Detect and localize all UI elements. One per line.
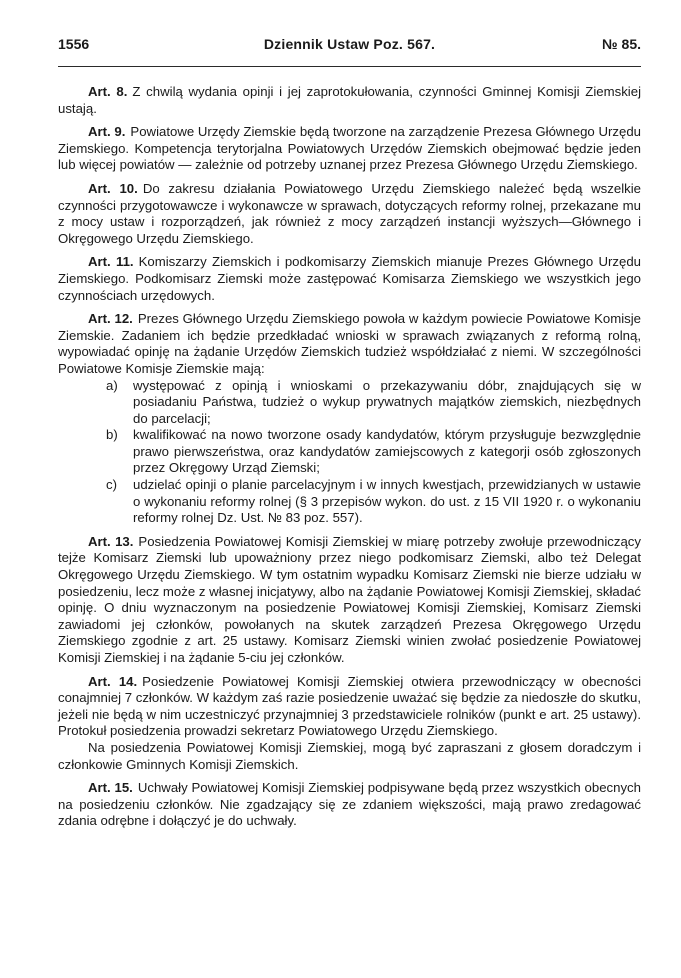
- list-item-label: c): [106, 477, 117, 493]
- article-label: Art. 12.: [88, 311, 133, 327]
- issue-number: № 85.: [602, 36, 641, 52]
- header-rule: [58, 66, 641, 67]
- article-text: Posiedzenie Powiatowej Komisji Ziemskiej otwiera przewodniczący w obecności conajmniej 7 członków. W każdym zaś razie posiedzenie uważać się będzie za niedoszłe do skutku, jeżeli nie będą w nim uczestniczyć przynajmniej 3 przedstawiciele rolników (punkt e art. 25 ustawy). Protokuł posiedzenia prowadzi sekretarz Powiatowego Urzędu Ziemskiego.: [58, 673, 641, 739]
- page-header: [58, 36, 641, 58]
- article-label: Art. 13.: [88, 533, 134, 549]
- article-text: Posiedzenia Powiatowej Komisji Ziemskiej w miarę potrzeby zwołuje przewodniczący tejże Komisarz Ziemski lub upoważniony przez niego podkomisarz Ziemski, albo też Delegat Okręgowego Urzędu Ziemskiego. W tym ostatnim wypadku Komisarz Ziemski nie bierze udziału w posiedzeniu, lecz może z własnej inicjatywy, albo na żądanie Powiatowej Komisji Ziemskiej, składać opinję. O dniu wyznaczonym na posiedzenie Powiatowej Komisji Ziemskiej, Komisarz Ziemski zawiadomi jej członków, powołanych na skutek zarządzeń Prezesa Okręgowego Urzędu Ziemskiego zgodnie z art. 25 ustawy. Komisarz Ziemski winien zwołać posiedzenie Powiatowej Komisji Ziemskiej i na żądanie 5-ciu jej członków.: [58, 533, 641, 665]
- journal-title: Dziennik Ustaw Poz. 567.: [263, 36, 436, 52]
- article-label: Art. 11.: [88, 254, 134, 270]
- article-text: Do zakresu działania Powiatowego Urzędu Ziemskiego należeć będą wszelkie czynności przygotowawcze i wykonawcze w sprawach, dotyczących reformy rolnej, przekazane mu z mocy ustaw i rozporządzeń, jak również z mocy zarządzeń instancji wyższych—Głównego i Okręgowego Urzędu Ziemskiego.: [58, 180, 641, 246]
- article-15: [58, 780, 641, 830]
- list-item-label: a): [106, 377, 118, 393]
- article-8: [58, 84, 641, 117]
- article-14: [58, 674, 641, 774]
- article-text: Uchwały Powiatowej Komisji Ziemskiej podpisywane będą przez wszystkich obecnych na posiedzeniu członków. Nie zgadzający się ze zdaniem większości, mają prawo zredagować zdania odrębne i dołączyć je do uchwały.: [58, 780, 641, 829]
- article-12-list: [58, 378, 641, 527]
- list-item-b: [106, 427, 641, 477]
- article-label: Art. 9.: [88, 124, 126, 140]
- article-label: Art. 10.: [88, 180, 138, 196]
- article-text: Prezes Głównego Urzędu Ziemskiego powoła w każdym powiecie Powiatowe Komisje Ziemskie. Zadaniem ich będzie przedkładać wnioski w sprawach związanych z reformą rolną, wypowiadać opinję na żądanie Urzędów Ziemskich tudzież współdziałać z niemi. W szczególności Powiatowe Komisje Ziemskie mają:: [58, 311, 641, 376]
- document-body: [58, 84, 641, 830]
- article-9: [58, 124, 641, 174]
- article-label: Art. 8.: [88, 84, 128, 99]
- list-item-label: b): [106, 427, 118, 443]
- article-text: Powiatowe Urzędy Ziemskie będą tworzone na zarządzenie Prezesa Głównego Urzędu Ziemskiego. Kompetencja terytorjalna Powiatowych Urzędów Ziemskich obejmować będzie jeden lub więcej powiatów — zależnie od potrzeby uznanej przez Prezesa Głównego Urzędu Ziemskiego.: [58, 124, 641, 173]
- list-item-text: występować z opinją i wnioskami o przekazywaniu dóbr, znajdujących się w posiadaniu Państwa, tudzież o wykup prywatnych majątków ziemskich, niezbędnych do parcelacji;: [133, 377, 641, 426]
- article-text: Komiszarzy Ziemskich i podkomisarzy Ziemskich mianuje Prezes Głównego Urzędu Ziemskiego. Podkomisarz Ziemski może zastępować Komisarza Ziemskiego we wszystkich jego czynnościach urzędowych.: [58, 254, 642, 303]
- list-item-c: [106, 477, 641, 527]
- list-item-text: kwalifikować na nowo tworzone osady kandydatów, którym przysługuje bezwzględnie prawo pierwszeństwa, oraz kandydatów zamiejscowych z kategorji osób zgłoszonych przez Okręgowy Urząd Ziemski;: [133, 427, 641, 476]
- article-12: [58, 311, 641, 377]
- article-10: [58, 181, 641, 247]
- article-label: Art. 14.: [88, 673, 138, 689]
- article-text: Z chwilą wydania opinji i jej zaprotokułowania, czynności Gminnej Komisji Ziemskiej ustają.: [58, 84, 641, 116]
- article-label: Art. 15.: [88, 780, 133, 796]
- list-item-text: udzielać opinji o planie parcelacyjnym i w innych kwestjach, przewidzianych w ustawie o wykonaniu reformy rolnej (§ 3 przepisów wykon. do ust. z 15 VII 1920 r. o wykonaniu reformy rolnej Dz. Ust. № 83 poz. 557).: [133, 477, 641, 526]
- article-11: [58, 254, 641, 304]
- article-13: [58, 534, 641, 667]
- list-item-a: [106, 378, 641, 428]
- page-number: 1556: [58, 36, 90, 52]
- article-continuation: Na posiedzenia Powiatowej Komisji Ziemskiej, mogą być zapraszani z głosem doradczym i członkowie Gminnych Komisji Ziemskich.: [58, 739, 641, 772]
